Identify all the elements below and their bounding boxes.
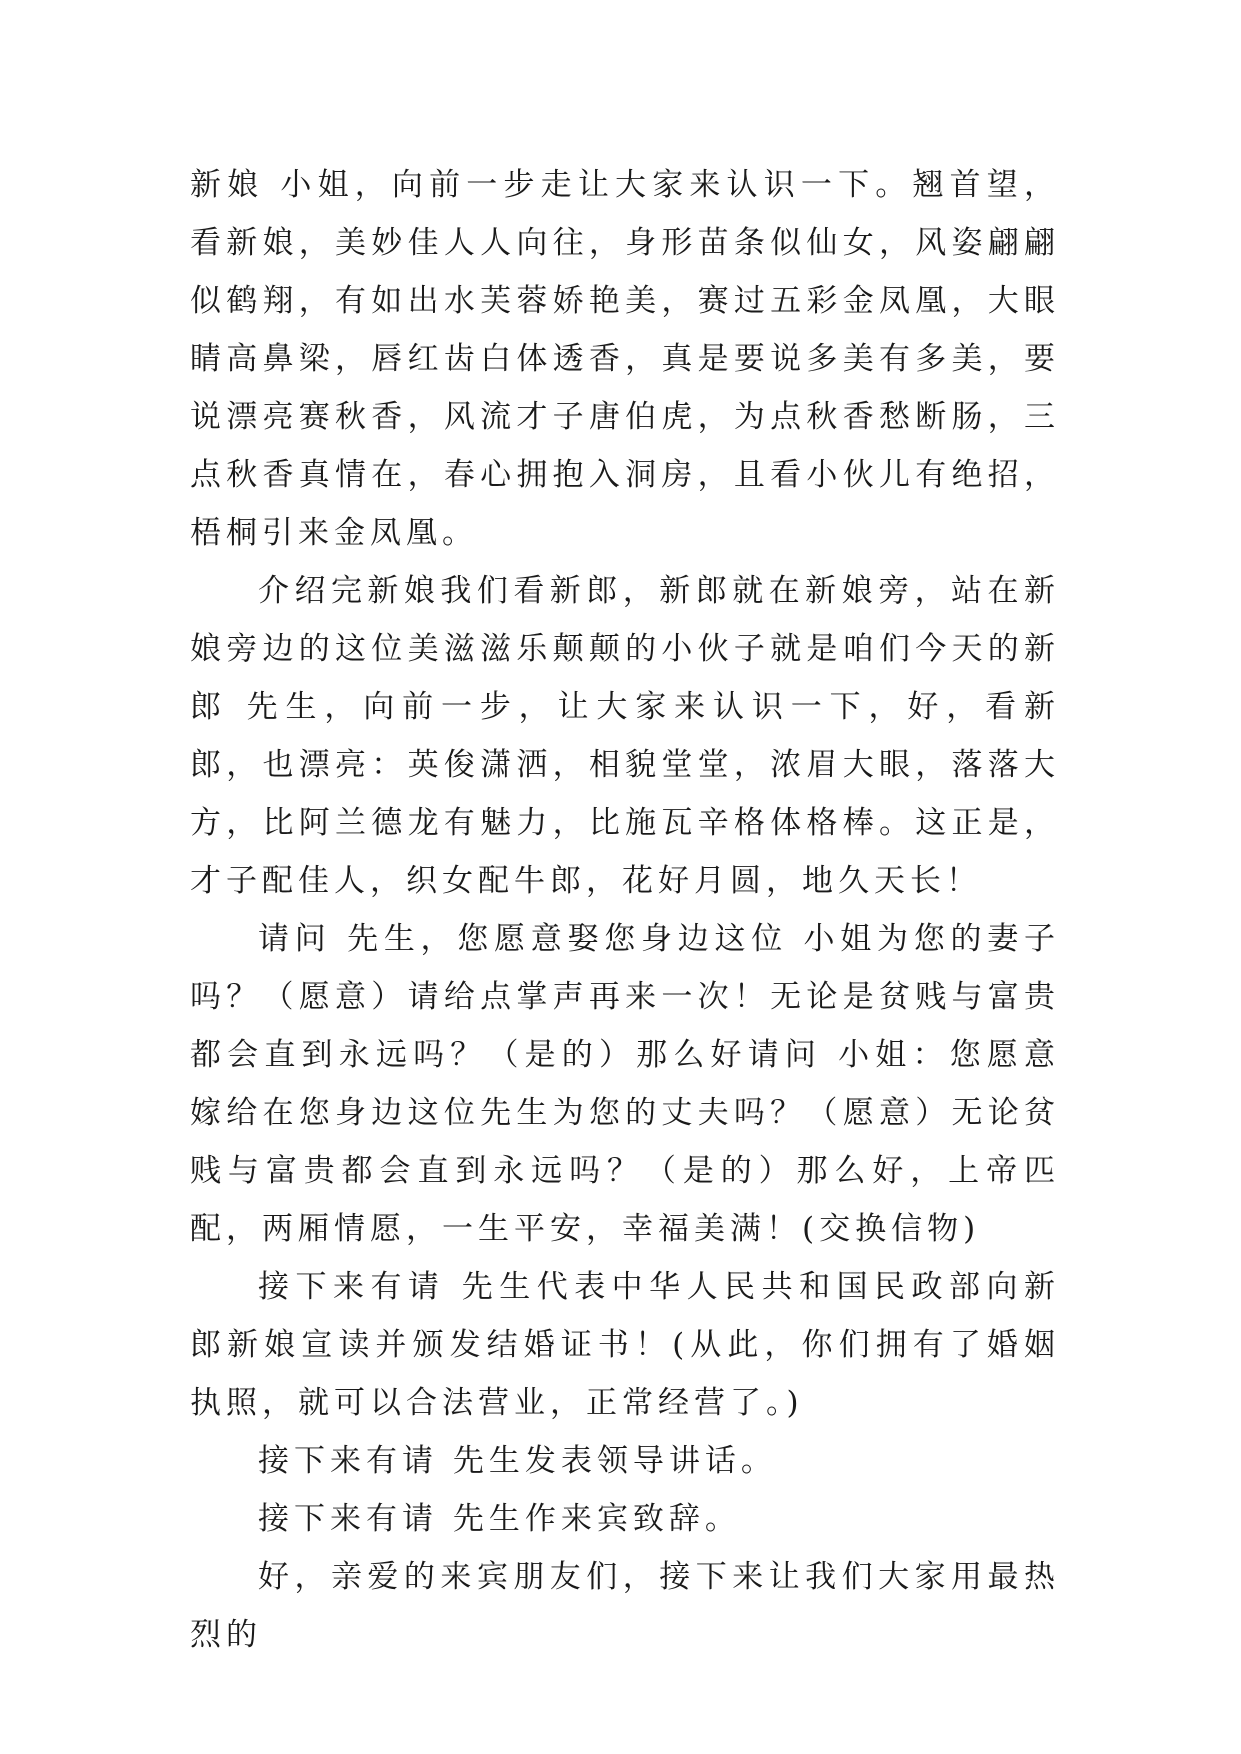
paragraph-certificate: 接下来有请 先生代表中华人民共和国民政部向新郎新娘宣读并颁发结婚证书！(从此，你们拥有了婚姻执照，就可以合法营业，正常经营了。)	[190, 1269, 1060, 1421]
paragraph-bride-intro: 新娘 小姐，向前一步走让大家来认识一下。翘首望，看新娘，美妙佳人人向往，身形苗条似仙女，风姿翩翩似鹤翔，有如出水芙蓉娇艳美，赛过五彩金凤凰，大眼睛高鼻梁，唇红齿白体透香，真是要说多美有多美，要说漂亮赛秋香，风流才子唐伯虎，为点秋香愁断肠，三点秋香真情在，春心拥抱入洞房，且看小伙儿有绝招，梧桐引来金凤凰。	[190, 167, 1060, 551]
paragraph-closing: 好，亲爱的来宾朋友们，接下来让我们大家用最热烈的	[190, 1559, 1060, 1653]
paragraph-vows: 请问 先生，您愿意娶您身边这位 小姐为您的妻子吗？（愿意）请给点掌声再来一次！无论是贫贱与富贵都会直到永远吗？（是的）那么好请问 小姐：您愿意嫁给在您身边这位先生为您的丈夫吗？（愿意）无论贫贱与富贵都会直到永远吗？（是的）那么好，上帝匹配，两厢情愿，一生平安，幸福美满！(交换信物)	[190, 921, 1060, 1247]
body-text	[190, 156, 1060, 1664]
paragraph-groom-intro: 介绍完新娘我们看新郎，新郎就在新娘旁，站在新娘旁边的这位美滋滋乐颠颠的小伙子就是咱们今天的新郎 先生，向前一步，让大家来认识一下，好，看新郎，也漂亮：英俊潇洒，相貌堂堂，浓眉大眼，落落大方，比阿兰德龙有魅力，比施瓦辛格体格棒。这正是，才子配佳人，织女配牛郎，花好月圆，地久天长！	[190, 573, 1060, 899]
paragraph-leader-speech: 接下来有请 先生发表领导讲话。	[258, 1443, 777, 1479]
paragraph-guest-speech: 接下来有请 先生作来宾致辞。	[258, 1501, 741, 1537]
